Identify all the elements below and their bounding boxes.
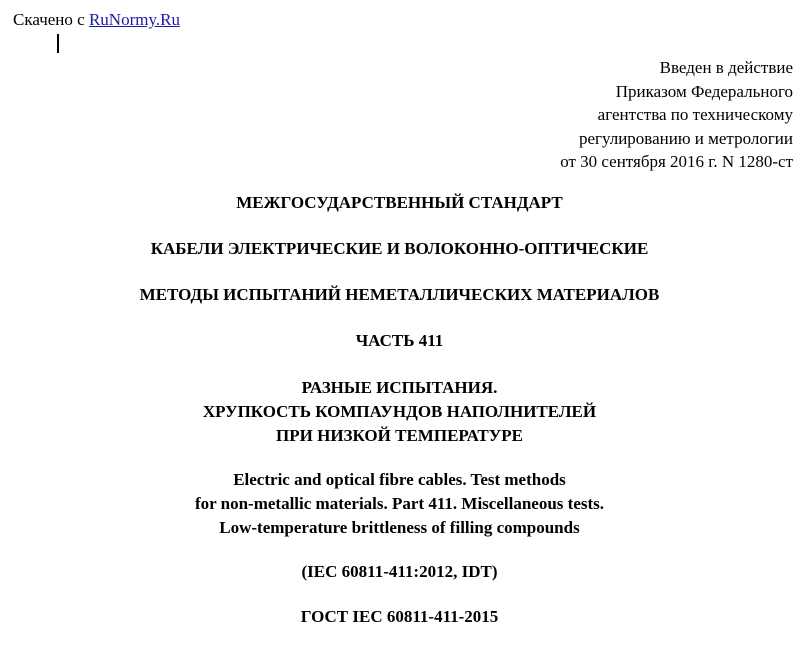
approval-line: от 30 сентября 2016 г. N 1280-ст: [560, 152, 793, 171]
approval-line: Введен в действие: [659, 58, 793, 77]
subtitle-line: ПРИ НИЗКОЙ ТЕМПЕРАТУРЕ: [276, 426, 523, 445]
gost-designation: ГОСТ IEC 60811-411-2015: [300, 607, 499, 626]
iec-reference: (IEC 60811-411:2012, IDT): [301, 562, 498, 581]
english-title-line: Low-temperature brittleness of filling compounds: [219, 518, 580, 537]
subtitle-line: ХРУПКОСТЬ КОМПАУНДОВ НАПОЛНИТЕЛЕЙ: [202, 402, 597, 421]
part-heading: ЧАСТЬ 411: [355, 331, 444, 350]
subtitle-block: [0, 376, 799, 448]
approval-line: агентства по техническому: [597, 105, 793, 124]
text-cursor: [57, 34, 59, 53]
standard-type-heading: МЕЖГОСУДАРСТВЕННЫЙ СТАНДАРТ: [236, 193, 563, 212]
approval-line: регулированию и метрологии: [578, 128, 793, 148]
approval-block: [560, 56, 793, 174]
approval-line: Приказом Федерального: [615, 81, 793, 101]
source-prefix: Скачено с: [13, 10, 89, 29]
subtitle-line: РАЗНЫЕ ИСПЫТАНИЯ.: [301, 378, 498, 397]
english-title-line: for non-metallic materials. Part 411. Miscellaneous tests.: [194, 494, 605, 513]
source-link[interactable]: RuNormy.Ru: [88, 10, 180, 29]
english-title-line: Electric and optical fibre cables. Test methods: [233, 470, 566, 489]
document-title-line-1: КАБЕЛИ ЭЛЕКТРИЧЕСКИЕ И ВОЛОКОННО-ОПТИЧЕСКИЕ: [150, 239, 649, 258]
document-title-line-2: МЕТОДЫ ИСПЫТАНИЙ НЕМЕТАЛЛИЧЕСКИХ МАТЕРИАЛОВ: [139, 285, 660, 304]
english-title-block: [0, 468, 799, 540]
source-note: [13, 9, 180, 31]
